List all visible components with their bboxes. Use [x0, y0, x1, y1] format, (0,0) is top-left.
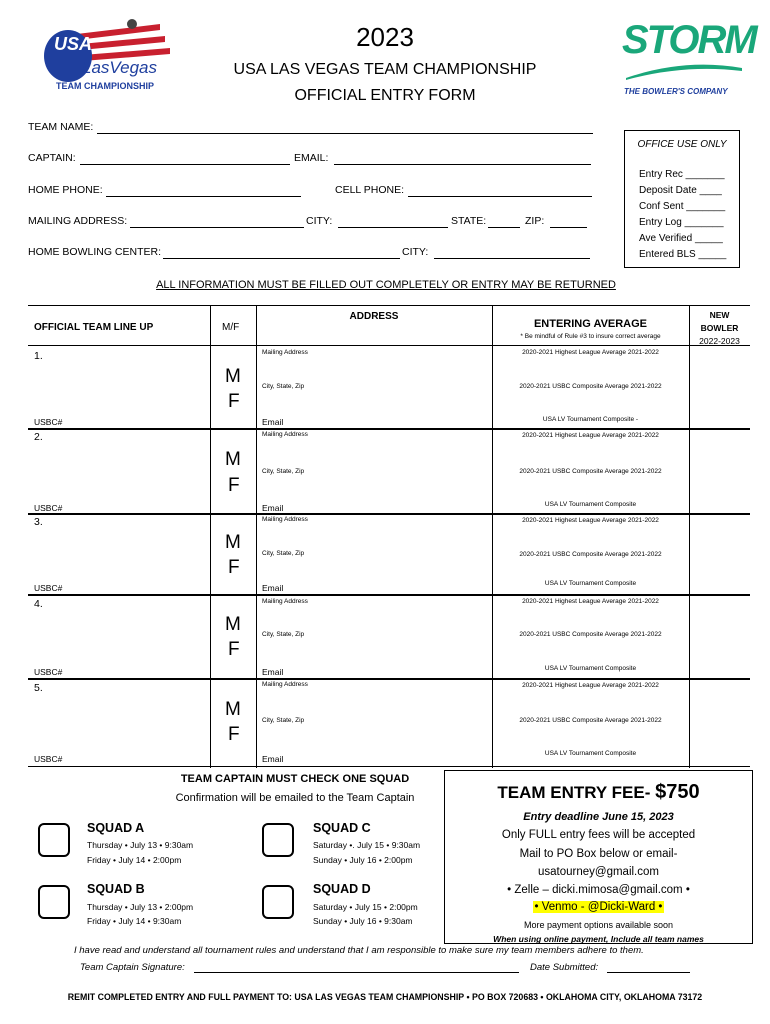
home-center-city-field[interactable]	[434, 258, 590, 259]
form-year: 2023	[356, 22, 414, 52]
date-submitted-field[interactable]	[607, 972, 690, 973]
form-title-line2: OFFICIAL ENTRY FORM	[294, 87, 476, 104]
squad-b-label: SQUAD B	[87, 882, 145, 896]
usbc-cell[interactable]: USBC#	[34, 583, 63, 593]
home-center-label: HOME BOWLING CENTER:	[28, 246, 162, 258]
city-label: CITY:	[306, 215, 333, 227]
cell-phone-label: CELL PHONE:	[335, 184, 405, 196]
avg-tournament-composite[interactable]: USA LV Tournament Composite	[544, 665, 637, 672]
avg-usbc-composite[interactable]: 2020-2021 USBC Composite Average 2021-2022	[519, 468, 662, 475]
usbc-cell[interactable]: USBC#	[34, 667, 63, 677]
state-field[interactable]	[488, 227, 520, 228]
squad-a-time1: Thursday • July 13 • 9:30am	[87, 840, 194, 850]
col-address-header: ADDRESS	[349, 311, 399, 322]
lineup-table	[28, 305, 750, 768]
email-cell[interactable]: Email	[262, 503, 284, 513]
email-cell[interactable]: Email	[262, 754, 284, 764]
avg-usbc-composite[interactable]: 2020-2021 USBC Composite Average 2021-2022	[519, 717, 662, 724]
squad-title: TEAM CAPTAIN MUST CHECK ONE SQUAD	[180, 773, 410, 785]
squad-c-checkbox[interactable]	[262, 823, 294, 857]
col-mf-header: M/F	[222, 322, 240, 333]
usbc-cell[interactable]: USBC#	[34, 754, 63, 764]
office-item: Conf Sent _______	[639, 201, 726, 212]
gender-m-option[interactable]: M	[225, 532, 241, 553]
cell-phone-field[interactable]	[408, 196, 592, 197]
entry-fee-box	[444, 770, 753, 944]
gender-m-option[interactable]: M	[225, 699, 241, 720]
fee-line1: Only FULL entry fees will be accepted	[501, 829, 696, 841]
logo-usa-text: USA	[54, 34, 93, 54]
usbc-cell[interactable]: USBC#	[34, 503, 63, 513]
mailing-address-cell[interactable]: Mailing Address	[262, 681, 308, 688]
avg-tournament-composite[interactable]: USA LV Tournament Composite -	[542, 416, 639, 423]
squad-b-checkbox[interactable]	[38, 885, 70, 919]
squad-c-time1: Saturday •. July 15 • 9:30am	[313, 840, 421, 850]
avg-tournament-composite[interactable]: USA LV Tournament Composite	[544, 501, 637, 508]
avg-highest-league[interactable]: 2020-2021 Highest League Average 2021-2022	[522, 682, 659, 689]
row-number: 3.	[34, 516, 43, 528]
gender-f-option[interactable]: F	[228, 724, 240, 745]
storm-swoosh-icon	[624, 62, 744, 82]
avg-highest-league[interactable]: 2020-2021 Highest League Average 2021-2022	[522, 598, 659, 605]
gender-f-option[interactable]: F	[228, 475, 240, 496]
date-submitted-label: Date Submitted:	[530, 962, 599, 973]
gender-m-option[interactable]: M	[225, 449, 241, 470]
email-label: EMAIL:	[294, 152, 329, 164]
squad-d-label: SQUAD D	[313, 882, 371, 896]
avg-tournament-composite[interactable]: USA LV Tournament Composite	[544, 750, 637, 757]
zip-label: ZIP:	[525, 215, 545, 227]
home-phone-field[interactable]	[106, 196, 301, 197]
mailing-address-cell[interactable]: Mailing Address	[262, 349, 308, 356]
home-center-city-label: CITY:	[402, 246, 429, 258]
fee-venmo-row	[445, 901, 752, 913]
home-center-field[interactable]	[163, 258, 400, 259]
fee-zelle: • Zelle – dicki.mimosa@gmail.com •	[507, 884, 690, 896]
storm-brand-text: STORM	[622, 18, 756, 62]
office-title: OFFICE USE ONLY	[637, 139, 727, 150]
avg-highest-league[interactable]: 2020-2021 Highest League Average 2021-2022	[522, 432, 659, 439]
row-number: 2.	[34, 431, 43, 443]
mailing-address-cell[interactable]: Mailing Address	[262, 516, 308, 523]
fee-more-options: More payment options available soon	[523, 920, 674, 930]
email-field[interactable]	[334, 164, 591, 165]
col-new-header-1: NEW	[709, 310, 730, 320]
row-number: 4.	[34, 598, 43, 610]
signature-field[interactable]	[194, 972, 519, 973]
team-name-field[interactable]	[97, 133, 593, 134]
col-new-header-2: BOWLER	[700, 323, 739, 333]
acknowledgement-text: I have read and understand all tournament rules and understand that I am responsible to make sure my team members adhere to them.	[74, 945, 644, 956]
fee-line2: Mail to PO Box below or email-	[519, 848, 678, 860]
avg-highest-league[interactable]: 2020-2021 Highest League Average 2021-2022	[522, 349, 659, 356]
fee-deadline: Entry deadline June 15, 2023	[523, 811, 674, 823]
mailing-address-label: MAILING ADDRESS:	[28, 215, 128, 227]
avg-tournament-composite[interactable]: USA LV Tournament Composite	[544, 580, 637, 587]
email-cell[interactable]: Email	[262, 417, 284, 427]
city-state-zip-cell[interactable]: City, State, Zip	[262, 383, 305, 390]
email-cell[interactable]: Email	[262, 583, 284, 593]
squad-subtitle: Confirmation will be emailed to the Team Captain	[175, 792, 415, 804]
avg-usbc-composite[interactable]: 2020-2021 USBC Composite Average 2021-2022	[519, 551, 662, 558]
col-lineup-header: OFFICIAL TEAM LINE UP	[34, 322, 154, 333]
office-item: Entry Rec _______	[639, 169, 725, 180]
mailing-address-cell[interactable]: Mailing Address	[262, 598, 308, 605]
fee-amount: $750	[655, 781, 700, 803]
city-state-zip-cell[interactable]: City, State, Zip	[262, 631, 305, 638]
logo-team-championship-text: TEAM CHAMPIONSHIP	[56, 81, 155, 91]
state-label: STATE:	[451, 215, 487, 227]
remit-address: REMIT COMPLETED ENTRY AND FULL PAYMENT TO: USA LAS VEGAS TEAM CHAMPIONSHIP • PO BOX 720683 • OKLAHOMA CITY, OKLAHOMA 73172	[67, 992, 703, 1002]
city-state-zip-cell[interactable]: City, State, Zip	[262, 550, 305, 557]
row-number: 1.	[34, 350, 43, 362]
email-cell[interactable]: Email	[262, 667, 284, 677]
team-name-label: TEAM NAME:	[28, 121, 94, 133]
avg-highest-league[interactable]: 2020-2021 Highest League Average 2021-2022	[522, 517, 659, 524]
gender-f-option[interactable]: F	[228, 391, 240, 412]
zip-field[interactable]	[550, 227, 587, 228]
office-item: Entered BLS _____	[639, 249, 727, 260]
squad-d-time1: Saturday • July 15 • 2:00pm	[313, 902, 418, 912]
fee-email: usatourney@gmail.com	[538, 866, 659, 878]
city-field[interactable]	[338, 227, 448, 228]
office-item: Deposit Date ____	[639, 185, 722, 196]
city-state-zip-cell[interactable]: City, State, Zip	[262, 717, 305, 724]
squad-a-time2: Friday • July 14 • 2:00pm	[87, 855, 182, 865]
storm-tagline: THE BOWLER'S COMPANY	[624, 87, 728, 96]
office-item: Ave Verified _____	[639, 233, 723, 244]
avg-usbc-composite[interactable]: 2020-2021 USBC Composite Average 2021-2022	[519, 383, 662, 390]
storm-logo	[620, 18, 756, 98]
gender-f-option[interactable]: F	[228, 557, 240, 578]
captain-label: CAPTAIN:	[28, 152, 76, 164]
captain-field[interactable]	[80, 164, 290, 165]
office-item: Entry Log _______	[639, 217, 724, 228]
squad-a-checkbox[interactable]	[38, 823, 70, 857]
city-state-zip-cell[interactable]: City, State, Zip	[262, 468, 305, 475]
form-title-line1: USA LAS VEGAS TEAM CHAMPIONSHIP	[233, 61, 537, 78]
squad-c-label: SQUAD C	[313, 821, 371, 835]
fee-title: TEAM ENTRY FEE-	[497, 783, 651, 802]
completion-notice: ALL INFORMATION MUST BE FILLED OUT COMPLETELY OR ENTRY MAY BE RETURNED	[156, 279, 616, 291]
row-number: 5.	[34, 682, 43, 694]
col-avg-header: ENTERING AVERAGE	[533, 318, 648, 330]
signature-label: Team Captain Signature:	[80, 962, 185, 973]
fee-venmo: • Venmo - @Dicki-Ward •	[534, 901, 663, 913]
logo-lasvegas-text: LasVegas	[82, 58, 157, 77]
fee-title-row	[445, 781, 752, 804]
col-avg-note: * Be mindful of Rule #3 to insure correct average	[520, 333, 661, 340]
mailing-address-field[interactable]	[130, 227, 304, 228]
col-new-header-3: 2022-2023	[699, 336, 740, 346]
fee-online-note: When using online payment, Include all team names	[493, 934, 704, 944]
squad-a-label: SQUAD A	[87, 821, 145, 835]
squad-b-time2: Friday • July 14 • 9:30am	[87, 916, 182, 926]
squad-c-time2: Sunday • July 16 • 2:00pm	[313, 855, 413, 865]
home-phone-label: HOME PHONE:	[28, 184, 103, 196]
usbc-cell[interactable]: USBC#	[34, 417, 63, 427]
gender-m-option[interactable]: M	[225, 614, 241, 635]
office-use-box	[624, 130, 740, 268]
mailing-address-cell[interactable]: Mailing Address	[262, 431, 308, 438]
squad-d-checkbox[interactable]	[262, 885, 294, 919]
squad-d-time2: Sunday • July 16 • 9:30am	[313, 916, 413, 926]
avg-usbc-composite[interactable]: 2020-2021 USBC Composite Average 2021-2022	[519, 631, 662, 638]
gender-m-option[interactable]: M	[225, 366, 241, 387]
gender-f-option[interactable]: F	[228, 639, 240, 660]
usa-las-vegas-logo	[40, 16, 190, 96]
squad-b-time1: Thursday • July 13 • 2:00pm	[87, 902, 194, 912]
